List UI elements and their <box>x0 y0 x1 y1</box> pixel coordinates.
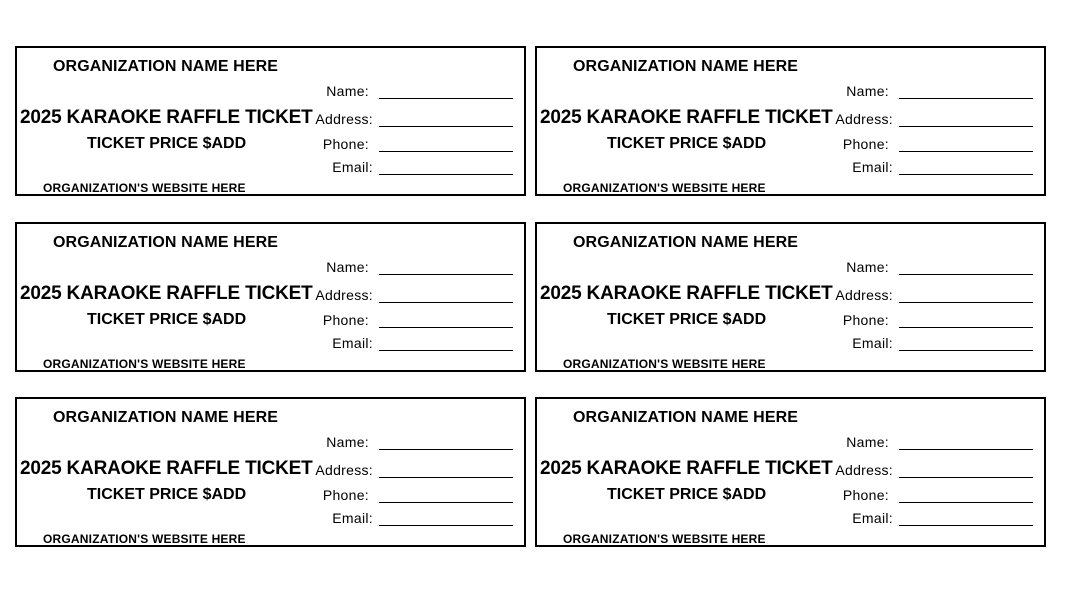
email-line <box>379 174 513 175</box>
ticket-title: 2025 KARAOKE RAFFLE TICKET <box>20 458 313 479</box>
phone-line <box>379 151 513 152</box>
name-label: Name: <box>846 259 889 275</box>
email-label: Email: <box>332 510 373 526</box>
email-label: Email: <box>852 335 893 351</box>
email-line <box>899 525 1033 526</box>
phone-line <box>899 327 1033 328</box>
ticket-price: TICKET PRICE $ADD <box>87 486 247 503</box>
phone-line <box>379 327 513 328</box>
organization-website: ORGANIZATION'S WEBSITE HERE <box>43 357 246 371</box>
address-label: Address: <box>315 111 373 127</box>
address-label: Address: <box>315 462 373 478</box>
name-line <box>379 274 513 275</box>
ticket-title: 2025 KARAOKE RAFFLE TICKET <box>540 107 833 128</box>
name-line <box>379 449 513 450</box>
raffle-ticket <box>15 46 526 196</box>
raffle-ticket <box>535 397 1046 547</box>
name-line <box>379 98 513 99</box>
phone-label: Phone: <box>842 312 889 328</box>
name-label: Name: <box>326 83 369 99</box>
organization-name: ORGANIZATION NAME HERE <box>53 234 279 251</box>
ticket-price: TICKET PRICE $ADD <box>87 311 247 328</box>
email-label: Email: <box>852 159 893 175</box>
phone-label: Phone: <box>842 487 889 503</box>
raffle-ticket <box>15 222 526 372</box>
email-line <box>379 350 513 351</box>
raffle-ticket <box>15 397 526 547</box>
ticket-title: 2025 KARAOKE RAFFLE TICKET <box>540 458 833 479</box>
organization-name: ORGANIZATION NAME HERE <box>53 58 279 75</box>
address-label: Address: <box>835 111 893 127</box>
address-label: Address: <box>835 462 893 478</box>
ticket-title: 2025 KARAOKE RAFFLE TICKET <box>20 283 313 304</box>
raffle-ticket <box>535 46 1046 196</box>
name-label: Name: <box>326 259 369 275</box>
email-line <box>899 174 1033 175</box>
ticket-price: TICKET PRICE $ADD <box>607 135 767 152</box>
address-line <box>379 477 513 478</box>
organization-name: ORGANIZATION NAME HERE <box>573 409 799 426</box>
phone-line <box>379 502 513 503</box>
phone-line <box>899 502 1033 503</box>
organization-name: ORGANIZATION NAME HERE <box>53 409 279 426</box>
organization-name: ORGANIZATION NAME HERE <box>573 234 799 251</box>
phone-label: Phone: <box>842 136 889 152</box>
email-label: Email: <box>332 335 373 351</box>
name-label: Name: <box>846 434 889 450</box>
organization-website: ORGANIZATION'S WEBSITE HERE <box>563 357 766 371</box>
ticket-title: 2025 KARAOKE RAFFLE TICKET <box>20 107 313 128</box>
raffle-ticket <box>535 222 1046 372</box>
address-line <box>379 126 513 127</box>
email-line <box>379 525 513 526</box>
organization-website: ORGANIZATION'S WEBSITE HERE <box>43 532 246 546</box>
organization-name: ORGANIZATION NAME HERE <box>573 58 799 75</box>
email-label: Email: <box>332 159 373 175</box>
name-line <box>899 98 1033 99</box>
address-line <box>899 302 1033 303</box>
email-label: Email: <box>852 510 893 526</box>
ticket-price: TICKET PRICE $ADD <box>87 135 247 152</box>
organization-website: ORGANIZATION'S WEBSITE HERE <box>43 181 246 195</box>
name-line <box>899 274 1033 275</box>
address-line <box>899 477 1033 478</box>
phone-label: Phone: <box>322 136 369 152</box>
phone-label: Phone: <box>322 487 369 503</box>
phone-label: Phone: <box>322 312 369 328</box>
ticket-price: TICKET PRICE $ADD <box>607 311 767 328</box>
name-label: Name: <box>326 434 369 450</box>
name-line <box>899 449 1033 450</box>
address-line <box>379 302 513 303</box>
organization-website: ORGANIZATION'S WEBSITE HERE <box>563 181 766 195</box>
address-line <box>899 126 1033 127</box>
phone-line <box>899 151 1033 152</box>
organization-website: ORGANIZATION'S WEBSITE HERE <box>563 532 766 546</box>
ticket-title: 2025 KARAOKE RAFFLE TICKET <box>540 283 833 304</box>
address-label: Address: <box>315 287 373 303</box>
name-label: Name: <box>846 83 889 99</box>
address-label: Address: <box>835 287 893 303</box>
ticket-price: TICKET PRICE $ADD <box>607 486 767 503</box>
email-line <box>899 350 1033 351</box>
